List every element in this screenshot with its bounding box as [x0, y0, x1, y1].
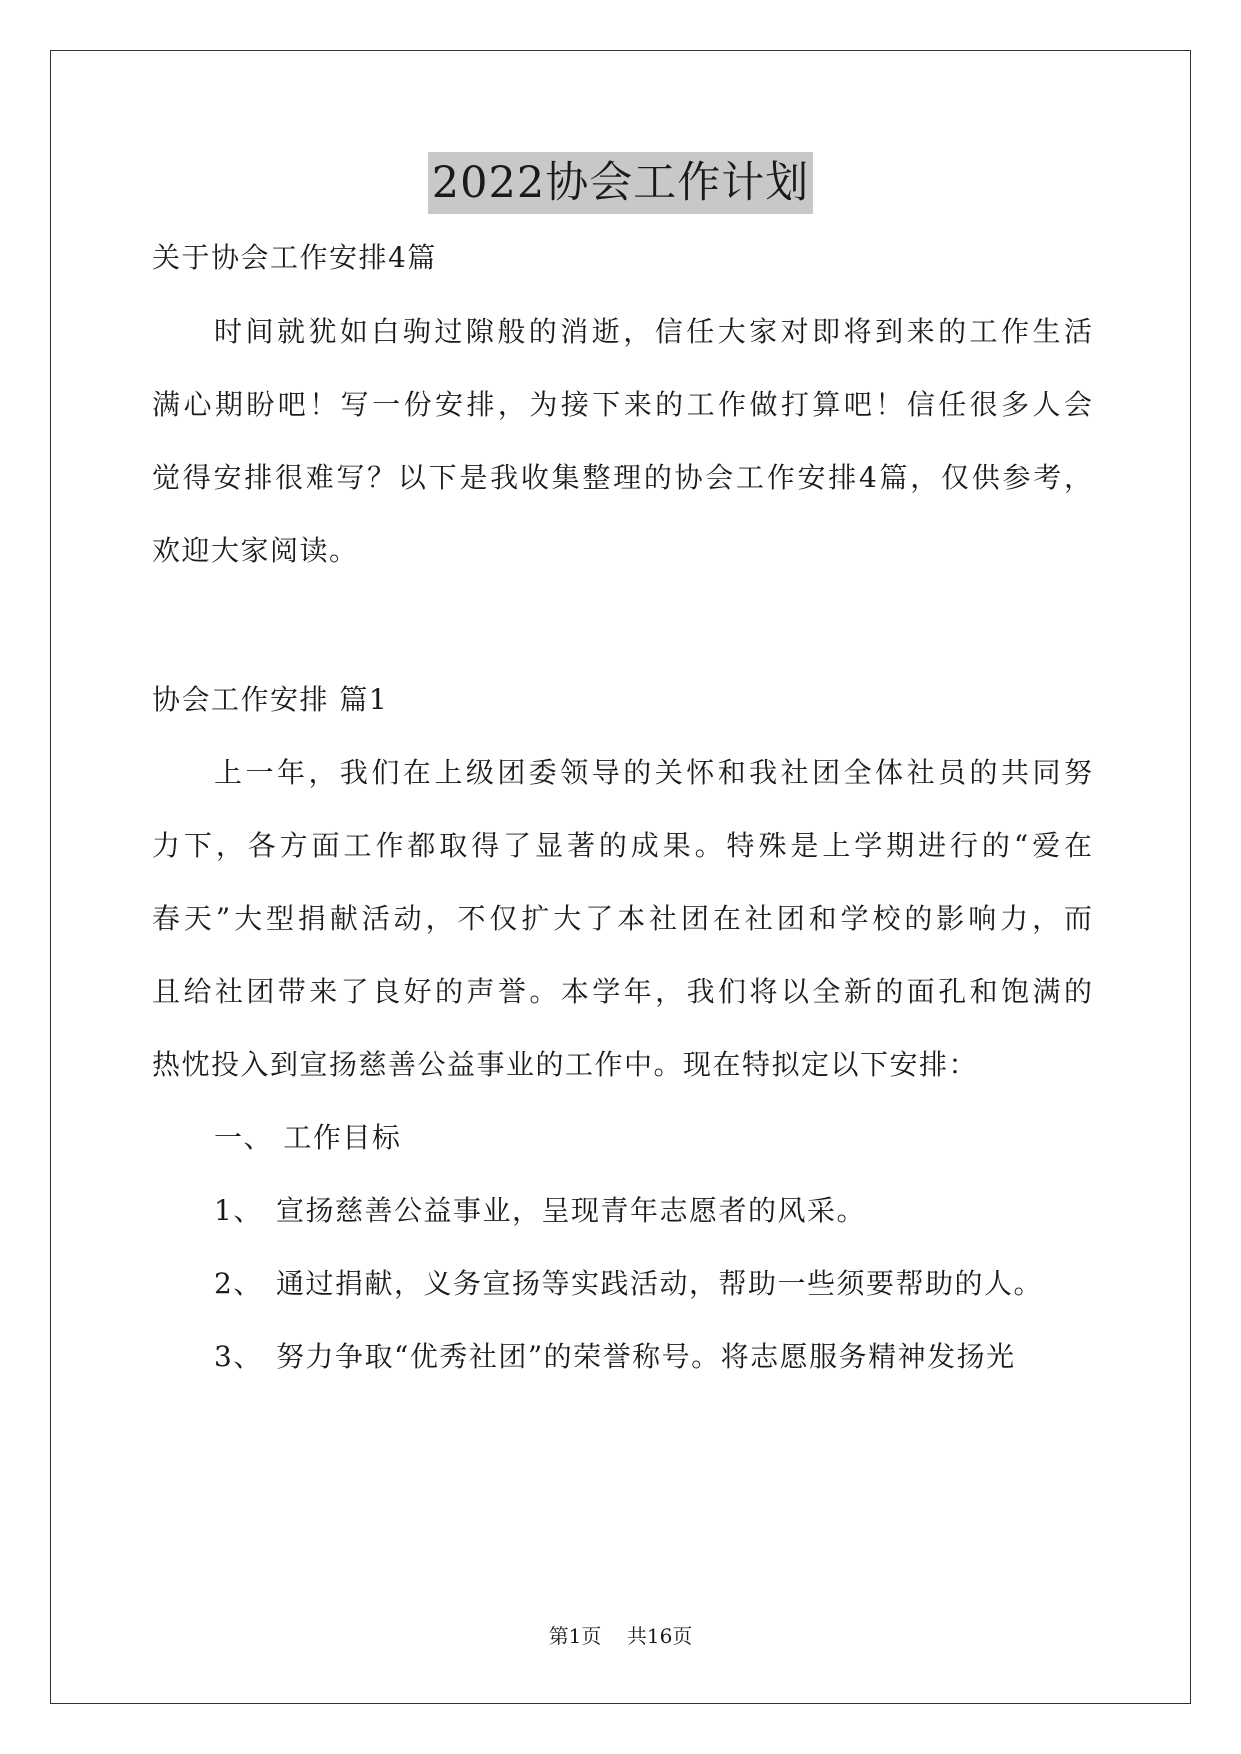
page-total: 共16页: [626, 1624, 693, 1648]
title-wrap: [0, 152, 1241, 214]
document-subtitle: 关于协会工作安排4篇: [152, 241, 437, 274]
goal-heading: 一、 工作目标: [214, 1121, 402, 1154]
intro-line-1: 时间就犹如白驹过隙般的消逝，信任大家对即将到来的工作生活: [214, 315, 1092, 348]
page-frame: [50, 50, 1191, 1704]
goal-number: 3、: [214, 1340, 263, 1373]
goal-number: 1、: [214, 1194, 263, 1227]
page-footer: [0, 1622, 1241, 1650]
intro-line-4: 欢迎大家阅读。: [152, 534, 359, 567]
body-line-5: 热忱投入到宣扬慈善公益事业的工作中。现在特拟定以下安排：: [152, 1048, 979, 1081]
goal-text: 通过捐献，义务宣扬等实践活动，帮助一些须要帮助的人。: [276, 1267, 1044, 1300]
goal-item-2: [214, 1264, 1043, 1304]
page-number: 第1页: [548, 1624, 602, 1648]
body-line-1: 上一年，我们在上级团委领导的关怀和我社团全体社员的共同努: [214, 756, 1092, 789]
goal-item-1: [214, 1191, 866, 1231]
document-title: 2022协会工作计划: [428, 152, 813, 214]
intro-line-3: 觉得安排很难写？以下是我收集整理的协会工作安排4篇，仅供参考，: [152, 461, 1092, 494]
body-line-3: 春天”大型捐献活动，不仅扩大了本社团在社团和学校的影响力，而: [152, 902, 1092, 935]
goal-text: 努力争取“优秀社团”的荣誉称号。将志愿服务精神发扬光: [276, 1340, 1016, 1373]
goal-item-3: [214, 1337, 1016, 1377]
body-line-4: 且给社团带来了良好的声誉。本学年，我们将以全新的面孔和饱满的: [152, 975, 1092, 1008]
section-heading: 协会工作安排 篇1: [152, 683, 389, 716]
goal-number: 2、: [214, 1267, 263, 1300]
goal-text: 宣扬慈善公益事业，呈现青年志愿者的风采。: [276, 1194, 867, 1227]
body-line-2: 力下，各方面工作都取得了显著的成果。特殊是上学期进行的“爱在: [152, 829, 1092, 862]
intro-line-2: 满心期盼吧！写一份安排，为接下来的工作做打算吧！信任很多人会: [152, 388, 1092, 421]
